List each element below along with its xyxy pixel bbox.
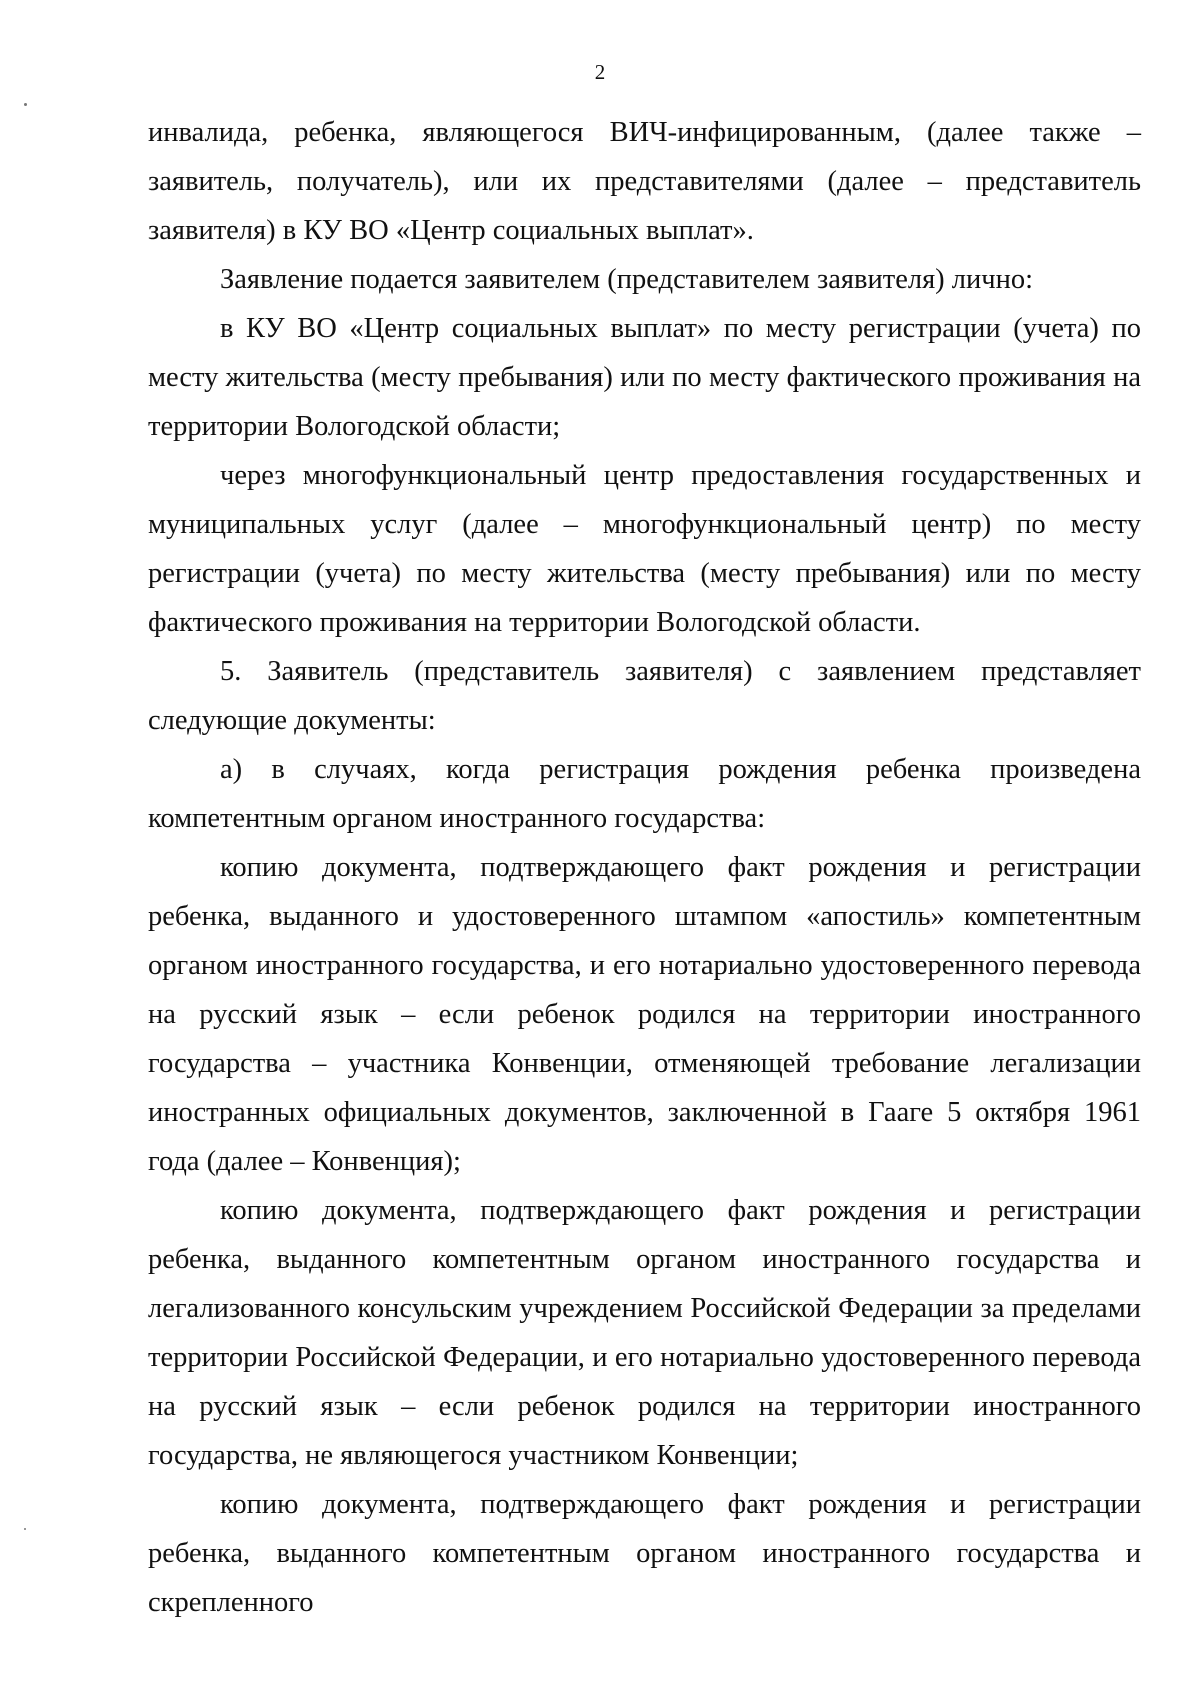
paragraph: а) в случаях, когда регистрация рождения ребенка произведена компетентным органом иностранного государства: — [148, 754, 1141, 834]
page-number: 2 — [594, 60, 606, 84]
paragraph: Заявление подается заявителем (представителем заявителя) лично: — [220, 264, 1034, 295]
paragraph: копию документа, подтверждающего факт рождения и регистрации ребенка, выданного компетентным органом иностранного государства и легализованного консульским учреждением Российской Федерации за пределами территории Российской Федерации, и его нотариально удостоверенного перевода на русский язык – если ребенок родился на территории иностранного государства, не являющегося участником Конвенции; — [148, 1195, 1141, 1471]
paragraph: инвалида, ребенка, являющегося ВИЧ-инфицированным, (далее также – заявитель, получатель), или их представителями (далее – представитель заявителя) в КУ ВО «Центр социальных выплат». — [148, 117, 1141, 246]
scan-dot-mark — [24, 1528, 26, 1530]
scan-dot-mark — [24, 103, 27, 106]
document-body — [148, 108, 1141, 1627]
paragraph: копию документа, подтверждающего факт рождения и регистрации ребенка, выданного и удостоверенного штампом «апостиль» компетентным органом иностранного государства, и его нотариально удостоверенного перевода на русский язык – если ребенок родился на территории иностранного государства – участника Конвенции, отменяющей требование легализации иностранных официальных документов, заключенной в Гааге 5 октября 1961 года (далее – Конвенция); — [148, 852, 1141, 1177]
paragraph: 5. Заявитель (представитель заявителя) с заявлением представляет следующие документы: — [148, 656, 1141, 736]
paragraph: копию документа, подтверждающего факт рождения и регистрации ребенка, выданного компетентным органом иностранного государства и скрепленного — [148, 1489, 1141, 1618]
paragraph: в КУ ВО «Центр социальных выплат» по месту регистрации (учета) по месту жительства (месту пребывания) или по месту фактического проживания на территории Вологодской области; — [148, 313, 1141, 442]
paragraph: через многофункциональный центр предоставления государственных и муниципальных услуг (далее – многофункциональный центр) по месту регистрации (учета) по месту жительства (месту пребывания) или по месту фактического проживания на территории Вологодской области. — [148, 460, 1141, 638]
